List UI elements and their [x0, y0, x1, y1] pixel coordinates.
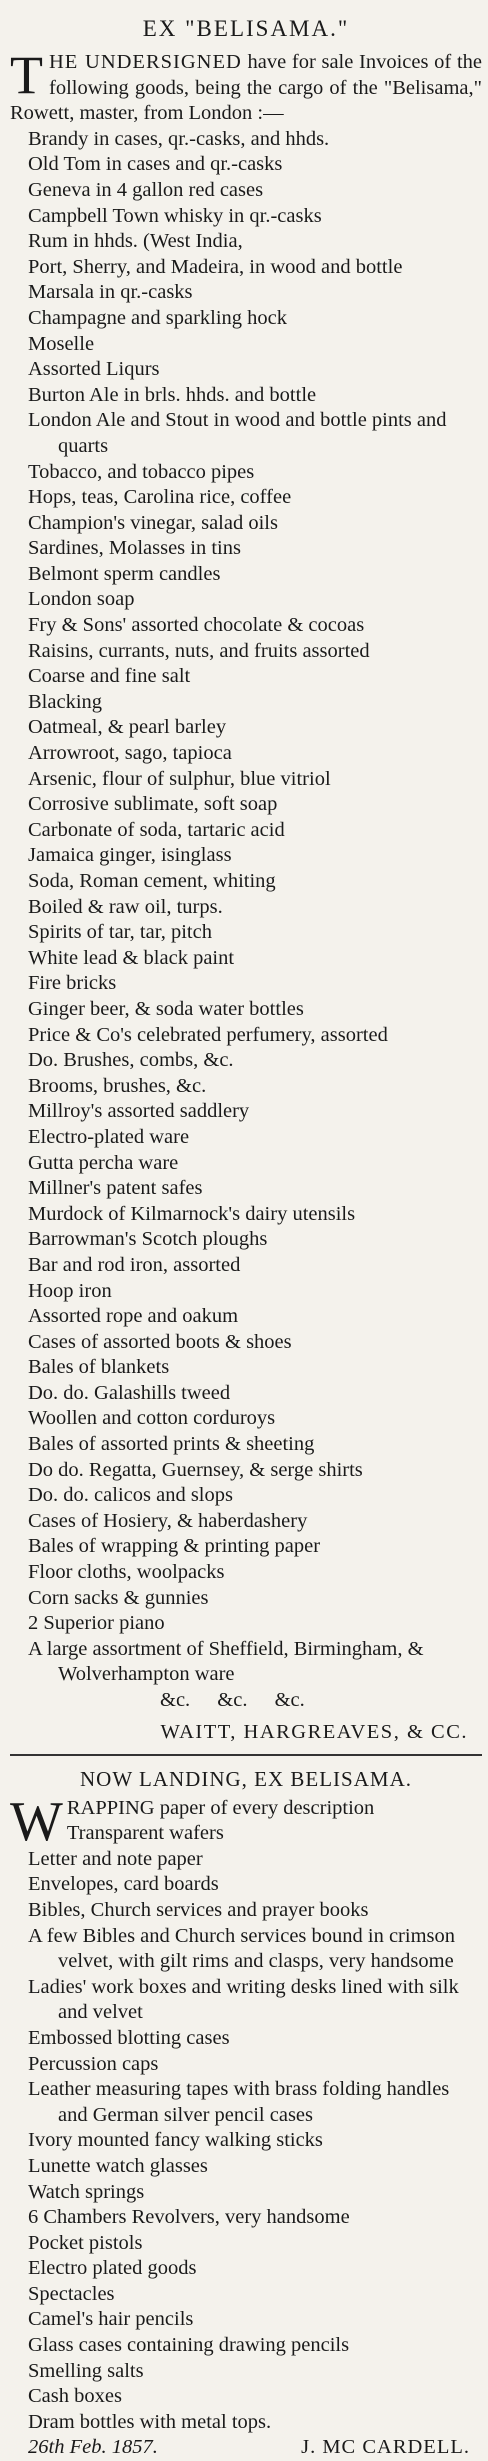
- list-item: Geneva in 4 gallon red cases: [28, 178, 264, 201]
- list-item: Cases of Hosiery, & haberdashery: [28, 1509, 308, 1532]
- list-item: Percussion caps: [28, 2052, 159, 2075]
- list-item: Jamaica ginger, isinglass: [28, 844, 232, 867]
- ad1-dropcap: T: [10, 45, 43, 105]
- list-item: Smelling salts: [28, 2359, 144, 2382]
- list-item: Camel's hair pencils: [28, 2308, 194, 2331]
- list-item: Embossed blotting cases: [28, 2026, 230, 2049]
- list-item: Fire bricks: [28, 972, 117, 995]
- list-item: Spirits of tar, tar, pitch: [28, 921, 212, 944]
- ad1-signature: WAITT, HARGREAVES, & CC.: [160, 1720, 468, 1743]
- list-item: Millroy's assorted saddlery: [28, 1100, 250, 1123]
- list-item: Ladies' work boxes and writing desks lined with silk and velvet: [28, 1975, 459, 2024]
- ad1-intro-text: have for sale Invoices of the following goods, being the cargo of the "Belisama," Rowett, master, from London :—: [10, 51, 482, 125]
- list-item: 6 Chambers Revolvers, very handsome: [28, 2206, 350, 2229]
- list-item: Champagne and sparkling hock: [28, 306, 288, 329]
- list-item: Letter and note paper: [28, 1847, 203, 1870]
- list-item: Corrosive sublimate, soft soap: [28, 793, 278, 816]
- ad1-intro-caps: HE UNDERSIGNED: [49, 51, 242, 73]
- list-item: Assorted Liqurs: [28, 358, 160, 381]
- list-item: Assorted rope and oakum: [28, 1305, 239, 1328]
- list-item: Electro plated goods: [28, 2257, 197, 2280]
- ad2-intro-text: paper of every description: [154, 1796, 375, 1819]
- list-item: Woollen and cotton corduroys: [28, 1407, 276, 1430]
- list-item: Bibles, Church services and prayer books: [28, 1898, 369, 1921]
- list-item: Envelopes, card boards: [28, 1873, 219, 1896]
- ad2-date: 26th Feb. 1857.: [28, 2436, 158, 2459]
- list-item: Burton Ale in brls. hhds. and bottle: [28, 383, 317, 406]
- ad1-goods-list: [10, 127, 482, 1688]
- list-item: Murdock of Kilmarnock's dairy utensils: [28, 1202, 356, 1225]
- list-item: Pocket pistols: [28, 2231, 143, 2254]
- list-item: London Ale and Stout in wood and bottle pints and quarts: [28, 409, 447, 457]
- list-item: Blacking: [28, 690, 103, 713]
- divider: [10, 1754, 482, 1756]
- list-item: Leather measuring tapes with brass folding handles and German silver pencil cases: [28, 2078, 450, 2126]
- list-item: 2 Superior piano: [28, 1612, 165, 1635]
- list-item: Spectacles: [28, 2282, 115, 2305]
- list-item: Glass cases containing drawing pencils: [28, 2334, 350, 2357]
- list-item: Arsenic, flour of sulphur, blue vitriol: [28, 767, 331, 790]
- list-item: Floor cloths, woolpacks: [28, 1561, 225, 1584]
- list-item: Do. do. calicos and slops: [28, 1484, 233, 1507]
- list-item: Barrowman's Scotch ploughs: [28, 1228, 268, 1251]
- list-item: Watch springs: [28, 2180, 145, 2203]
- list-item: Dram bottles with metal tops.: [28, 2410, 272, 2433]
- list-item: Bar and rod iron, assorted: [28, 1253, 241, 1276]
- list-item: Cash boxes: [28, 2385, 122, 2408]
- list-item: Price & Co's celebrated perfumery, assorted: [28, 1023, 388, 1046]
- list-item: Ivory mounted fancy walking sticks: [28, 2129, 323, 2152]
- list-item: A large assortment of Sheffield, Birmingham, & Wolverhampton ware: [28, 1637, 424, 1686]
- list-item: Hops, teas, Carolina rice, coffee: [28, 486, 292, 509]
- list-item: Belmont sperm candles: [28, 562, 221, 585]
- list-item: Bales of blankets: [28, 1356, 170, 1379]
- list-item: Oatmeal, & pearl barley: [28, 716, 227, 739]
- list-item: Raisins, currants, nuts, and fruits assorted: [28, 639, 370, 662]
- list-item: Millner's patent safes: [28, 1177, 203, 1200]
- ad2-heading: NOW LANDING, EX BELISAMA.: [79, 1766, 412, 1791]
- list-item: Moselle: [28, 332, 95, 355]
- ad2-goods-list: [10, 1821, 482, 2435]
- list-item: Marsala in qr.-casks: [28, 281, 193, 304]
- list-item: Brandy in cases, qr.-casks, and hhds.: [28, 127, 330, 150]
- list-item: Soda, Roman cement, whiting: [28, 870, 276, 892]
- list-item: Boiled & raw oil, turps.: [28, 895, 223, 918]
- list-item: Carbonate of soda, tartaric acid: [28, 818, 285, 841]
- list-item: Old Tom in cases and qr.-casks: [28, 153, 283, 176]
- list-item: White lead & black paint: [28, 946, 235, 969]
- list-item: Sardines, Molasses in tins: [28, 537, 241, 560]
- ad1-etc: &c. &c. &c.: [160, 1689, 305, 1711]
- ad2-signature: J. MC CARDELL.: [301, 2436, 470, 2459]
- list-item: Lunette watch glasses: [28, 2154, 208, 2177]
- list-item: Do. do. Galashills tweed: [28, 1381, 231, 1404]
- list-item: Cases of assorted boots & shoes: [28, 1330, 292, 1353]
- list-item: Campbell Town whisky in qr.-casks: [28, 204, 322, 227]
- list-item: Hoop iron: [28, 1279, 112, 1302]
- list-item: A few Bibles and Church services bound in crimson velvet, with gilt rims and clasps, very handsome: [28, 1924, 456, 1973]
- list-item: Fry & Sons' assorted chocolate & cocoas: [28, 614, 365, 637]
- list-item: Arrowroot, sago, tapioca: [28, 742, 232, 765]
- list-item: Champion's vinegar, salad oils: [28, 511, 278, 534]
- ad2-intro-caps: RAPPING: [66, 1796, 155, 1819]
- list-item: Do do. Regatta, Guernsey, & serge shirts: [28, 1458, 363, 1481]
- list-item: Do. Brushes, combs, &c.: [28, 1049, 234, 1072]
- ad2-footer: [10, 2435, 482, 2461]
- list-item: Electro-plated ware: [28, 1125, 190, 1148]
- list-item: Brooms, brushes, &c.: [28, 1074, 207, 1097]
- list-item: Gutta percha ware: [28, 1151, 179, 1174]
- list-item: Tobacco, and tobacco pipes: [28, 460, 255, 483]
- list-item: Bales of wrapping & printing paper: [28, 1535, 321, 1558]
- ad1-title: EX "BELISAMA.": [142, 16, 350, 41]
- list-item: Ginger beer, & soda water bottles: [28, 997, 304, 1020]
- list-item: Bales of assorted prints & sheeting: [28, 1433, 315, 1456]
- list-item: Port, Sherry, and Madeira, in wood and bottle: [28, 255, 403, 278]
- list-item: London soap: [28, 588, 135, 611]
- list-item: Rum in hhds. (West India,: [28, 230, 243, 253]
- list-item: Transparent wafers: [66, 1822, 224, 1845]
- list-item: Corn sacks & gunnies: [28, 1586, 209, 1609]
- ad2-dropcap: W: [10, 1790, 63, 1853]
- ad1-intro: [10, 45, 482, 127]
- list-item: Coarse and fine salt: [28, 665, 191, 688]
